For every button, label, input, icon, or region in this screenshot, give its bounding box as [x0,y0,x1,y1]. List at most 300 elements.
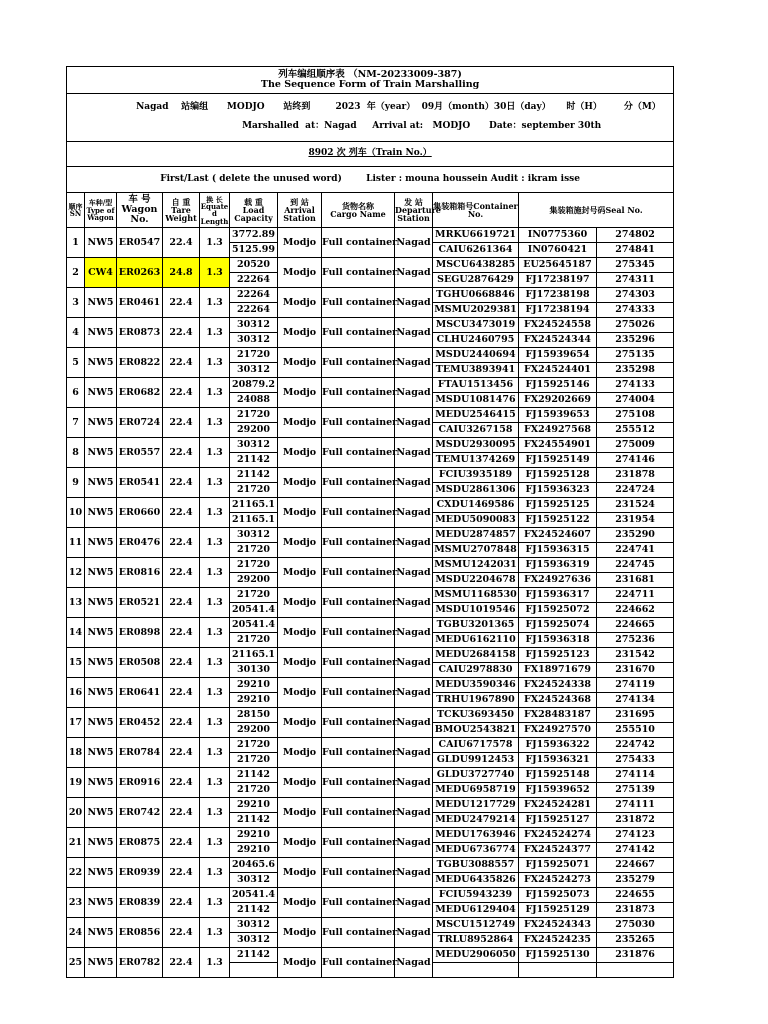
row-load: 30312 [230,933,278,948]
row-seal-2: 224741 [597,543,674,558]
row-arrival: Modjo [278,738,322,768]
row-wagon-no: ER0916 [117,768,163,798]
row-arrival: Modjo [278,468,322,498]
row-arrival: Modjo [278,768,322,798]
row-load: 29210 [230,678,278,693]
row-length: 1.3 [200,288,230,318]
row-cargo: Full container [322,468,395,498]
row-seal-1: FX24524338 [519,678,597,693]
row-length: 1.3 [200,888,230,918]
row-tare: 22.4 [163,948,200,978]
table-row [67,558,674,573]
row-seal-1: FX24927636 [519,573,597,588]
title-cn: 列车编组顺序表 [278,69,345,81]
row-cargo: Full container [322,948,395,978]
row-length: 1.3 [200,558,230,588]
row-departure: Nagad [395,438,433,468]
row-cargo: Full container [322,288,395,318]
row-seal-2: 224742 [597,738,674,753]
row-length: 1.3 [200,468,230,498]
row-seal-1: FX24524343 [519,918,597,933]
row-sn: 12 [67,558,85,588]
row-cargo: Full container [322,348,395,378]
row-wagon-type: NW5 [85,378,117,408]
row-departure: Nagad [395,858,433,888]
row-seal-2: 231876 [597,948,674,963]
table-row [67,438,674,453]
row-departure: Nagad [395,288,433,318]
row-container: MSDU2861306 [433,483,519,498]
row-seal-2: 274333 [597,303,674,318]
row-arrival: Modjo [278,258,322,288]
row-seal-1: FJ17238194 [519,303,597,318]
row-wagon-type: CW4 [85,258,117,288]
col-wagon-no: 车 号 Wagon No. [117,193,163,228]
row-cargo: Full container [322,378,395,408]
table-row [67,678,674,693]
row-sn: 18 [67,738,85,768]
row-seal-1: FJ15925073 [519,888,597,903]
row-container: MEDU1763946 [433,828,519,843]
row-sn: 19 [67,768,85,798]
row-tare: 22.4 [163,738,200,768]
row-wagon-no: ER0742 [117,798,163,828]
row-load [230,963,278,978]
row-seal-2: 231681 [597,573,674,588]
row-cargo: Full container [322,408,395,438]
row-container: MSDU1019546 [433,603,519,618]
train-number-row [67,142,674,167]
row-seal-2: 224655 [597,888,674,903]
row-tare: 22.4 [163,288,200,318]
row-container: FCIU5943239 [433,888,519,903]
row-seal-2: 235298 [597,363,674,378]
row-arrival: Modjo [278,678,322,708]
row-load: 29210 [230,843,278,858]
row-container: MEDU3590346 [433,678,519,693]
row-container: MEDU2906050 [433,948,519,963]
row-container: MSMU1242031 [433,558,519,573]
row-length: 1.3 [200,588,230,618]
col-arrival: 到 站 Arrival Station [278,193,322,228]
row-departure: Nagad [395,528,433,558]
col-load: 载 重 Load Capacity [230,193,278,228]
marshal-line-2: Marshalled at：Nagad Arrival at: MODJO Date：september 30th [242,121,602,132]
row-container: GLDU9912453 [433,753,519,768]
row-wagon-no: ER0641 [117,678,163,708]
row-seal-1: FJ15936323 [519,483,597,498]
row-wagon-no: ER0508 [117,648,163,678]
row-container: CAIU2978830 [433,663,519,678]
row-arrival: Modjo [278,858,322,888]
row-length: 1.3 [200,528,230,558]
table-row [67,408,674,423]
row-wagon-no: ER0839 [117,888,163,918]
row-length: 1.3 [200,918,230,948]
row-departure: Nagad [395,648,433,678]
row-container [433,963,519,978]
row-seal-1: FJ15925123 [519,648,597,663]
row-seal-2: 231695 [597,708,674,723]
row-load: 30312 [230,363,278,378]
row-container: TGBU3088557 [433,858,519,873]
row-seal-1: FJ15939653 [519,408,597,423]
row-container: TGHU0668846 [433,288,519,303]
row-tare: 22.4 [163,588,200,618]
row-length: 1.3 [200,408,230,438]
row-load: 24088 [230,393,278,408]
row-departure: Nagad [395,678,433,708]
row-cargo: Full container [322,738,395,768]
row-departure: Nagad [395,948,433,978]
col-tare: 自 重 Tare Weight [163,193,200,228]
row-load: 30130 [230,663,278,678]
row-seal-1: FX24524274 [519,828,597,843]
row-seal-2: 275108 [597,408,674,423]
row-wagon-type: NW5 [85,678,117,708]
row-container: MEDU6162110 [433,633,519,648]
row-sn: 6 [67,378,85,408]
table-row [67,378,674,393]
row-load: 29210 [230,693,278,708]
row-tare: 22.4 [163,408,200,438]
row-seal-1: FJ15936319 [519,558,597,573]
row-wagon-type: NW5 [85,528,117,558]
title-code: （NM-20233009-387) [348,69,462,81]
row-wagon-no: ER0898 [117,618,163,648]
row-seal-2: 231872 [597,813,674,828]
row-length: 1.3 [200,378,230,408]
row-tare: 22.4 [163,828,200,858]
row-length: 1.3 [200,738,230,768]
row-wagon-type: NW5 [85,648,117,678]
row-cargo: Full container [322,318,395,348]
row-container: MSMU2029381 [433,303,519,318]
row-seal-2: 274004 [597,393,674,408]
row-wagon-no: ER0939 [117,858,163,888]
row-departure: Nagad [395,348,433,378]
row-departure: Nagad [395,558,433,588]
table-row [67,228,674,243]
row-departure: Nagad [395,468,433,498]
row-seal-1: FJ15925127 [519,813,597,828]
row-seal-2: 274111 [597,798,674,813]
row-wagon-no: ER0660 [117,498,163,528]
row-container: MSMU2707848 [433,543,519,558]
row-seal-1: FJ15939654 [519,348,597,363]
row-arrival: Modjo [278,438,322,468]
row-seal-2: 235279 [597,873,674,888]
row-wagon-type: NW5 [85,558,117,588]
row-cargo: Full container [322,678,395,708]
row-load: 21720 [230,588,278,603]
row-wagon-type: NW5 [85,228,117,258]
table-row [67,858,674,873]
row-seal-2: 224667 [597,858,674,873]
row-arrival: Modjo [278,228,322,258]
row-load: 28150 [230,708,278,723]
table-row [67,768,674,783]
row-wagon-no: ER0822 [117,348,163,378]
row-seal-2 [597,963,674,978]
row-arrival: Modjo [278,948,322,978]
row-sn: 15 [67,648,85,678]
row-container: TEMU1374269 [433,453,519,468]
row-seal-1: FX24524607 [519,528,597,543]
row-departure: Nagad [395,738,433,768]
row-seal-2: 275139 [597,783,674,798]
row-load: 29200 [230,423,278,438]
row-arrival: Modjo [278,888,322,918]
row-arrival: Modjo [278,528,322,558]
row-wagon-type: NW5 [85,738,117,768]
row-seal-2: 274142 [597,843,674,858]
row-wagon-type: NW5 [85,438,117,468]
row-seal-1 [519,963,597,978]
row-wagon-no: ER0263 [117,258,163,288]
row-seal-2: 274114 [597,768,674,783]
row-container: MSCU1512749 [433,918,519,933]
row-seal-2: 275433 [597,753,674,768]
first-last-note: First/Last ( delete the unused word) [160,173,342,184]
row-arrival: Modjo [278,648,322,678]
row-sn: 16 [67,678,85,708]
row-departure: Nagad [395,708,433,738]
row-wagon-type: NW5 [85,348,117,378]
row-sn: 21 [67,828,85,858]
row-load: 21142 [230,948,278,963]
row-arrival: Modjo [278,318,322,348]
row-sn: 10 [67,498,85,528]
row-departure: Nagad [395,228,433,258]
row-departure: Nagad [395,798,433,828]
row-load: 21720 [230,543,278,558]
table-row [67,708,674,723]
row-wagon-no: ER0557 [117,438,163,468]
row-departure: Nagad [395,618,433,648]
row-seal-2: 275009 [597,438,674,453]
row-wagon-no: ER0521 [117,588,163,618]
row-wagon-no: ER0547 [117,228,163,258]
row-container: MEDU2874857 [433,528,519,543]
row-wagon-type: NW5 [85,588,117,618]
table-row [67,288,674,303]
row-container: GLDU3727740 [433,768,519,783]
row-cargo: Full container [322,258,395,288]
row-load: 29200 [230,723,278,738]
row-container: MEDU6958719 [433,783,519,798]
row-arrival: Modjo [278,798,322,828]
row-cargo: Full container [322,228,395,258]
column-header-row [67,193,674,228]
row-sn: 4 [67,318,85,348]
row-container: MRKU6619721 [433,228,519,243]
row-departure: Nagad [395,408,433,438]
row-sn: 23 [67,888,85,918]
row-seal-2: 275026 [597,318,674,333]
row-seal-2: 231878 [597,468,674,483]
row-container: TEMU3893941 [433,363,519,378]
row-departure: Nagad [395,918,433,948]
row-tare: 22.4 [163,768,200,798]
row-seal-1: FX24524344 [519,333,597,348]
row-tare: 22.4 [163,678,200,708]
row-load: 21165.1 [230,513,278,528]
table-row [67,888,674,903]
row-wagon-type: NW5 [85,888,117,918]
row-sn: 11 [67,528,85,558]
row-departure: Nagad [395,588,433,618]
row-seal-1: FJ15925148 [519,768,597,783]
row-seal-2: 231873 [597,903,674,918]
row-tare: 22.4 [163,468,200,498]
row-container: TCKU3693450 [433,708,519,723]
row-container: MSMU1168530 [433,588,519,603]
row-container: CLHU2460795 [433,333,519,348]
train-number: 8902 次 列车（Train No.） [308,148,432,159]
row-wagon-no: ER0873 [117,318,163,348]
row-container: MEDU2546415 [433,408,519,423]
row-cargo: Full container [322,708,395,738]
row-cargo: Full container [322,498,395,528]
row-load: 20465.6 [230,858,278,873]
row-tare: 22.4 [163,348,200,378]
table-row [67,798,674,813]
row-seal-2: 275135 [597,348,674,363]
row-seal-1: FX24524235 [519,933,597,948]
row-load: 21720 [230,348,278,363]
row-tare: 22.4 [163,318,200,348]
table-row [67,828,674,843]
row-arrival: Modjo [278,378,322,408]
row-sn: 13 [67,588,85,618]
row-sn: 24 [67,918,85,948]
row-arrival: Modjo [278,708,322,738]
row-container: MSCU6438285 [433,258,519,273]
row-seal-1: FX24927568 [519,423,597,438]
table-row [67,498,674,513]
row-length: 1.3 [200,798,230,828]
row-container: TGBU3201365 [433,618,519,633]
row-load: 21142 [230,453,278,468]
row-seal-2: 235290 [597,528,674,543]
row-wagon-type: NW5 [85,948,117,978]
row-load: 29210 [230,798,278,813]
row-seal-2: 274133 [597,378,674,393]
row-length: 1.3 [200,498,230,528]
title-en: The Sequence Form of Train Marshalling [260,79,480,90]
row-cargo: Full container [322,618,395,648]
row-tare: 22.4 [163,708,200,738]
row-seal-1: FJ15925130 [519,948,597,963]
row-container: MSDU1081476 [433,393,519,408]
train-marshalling-table [66,66,674,978]
row-arrival: Modjo [278,828,322,858]
row-cargo: Full container [322,438,395,468]
row-arrival: Modjo [278,288,322,318]
row-load: 5125.99 [230,243,278,258]
row-load: 20879.2 [230,378,278,393]
row-departure: Nagad [395,378,433,408]
row-seal-1: FX24524273 [519,873,597,888]
row-load: 21720 [230,738,278,753]
row-seal-1: FJ15925129 [519,903,597,918]
row-seal-2: 224745 [597,558,674,573]
row-load: 21720 [230,558,278,573]
row-seal-1: FX29202669 [519,393,597,408]
table-row [67,318,674,333]
lister-audit: Lister : mouna houssein Audit : ikram isse [366,173,580,184]
row-container: CAIU3267158 [433,423,519,438]
row-seal-1: IN0775360 [519,228,597,243]
row-seal-2: 231954 [597,513,674,528]
row-arrival: Modjo [278,408,322,438]
row-tare: 22.4 [163,618,200,648]
row-seal-1: FJ15925071 [519,858,597,873]
row-container: MSDU2204678 [433,573,519,588]
row-wagon-type: NW5 [85,918,117,948]
row-wagon-no: ER0541 [117,468,163,498]
row-load: 21142 [230,903,278,918]
row-wagon-no: ER0856 [117,918,163,948]
row-seal-1: FJ17238197 [519,273,597,288]
row-wagon-type: NW5 [85,828,117,858]
marshal-info [67,94,674,142]
row-seal-2: 255510 [597,723,674,738]
row-wagon-type: NW5 [85,858,117,888]
row-length: 1.3 [200,258,230,288]
row-seal-2: 224711 [597,588,674,603]
row-arrival: Modjo [278,348,322,378]
col-sn: 顺序 SN [67,193,85,228]
col-cargo: 货物名称 Cargo Name [322,193,395,228]
row-load: 30312 [230,318,278,333]
row-seal-1: FX24927570 [519,723,597,738]
row-seal-2: 275030 [597,918,674,933]
row-load: 21165.1 [230,498,278,513]
row-load: 20541.4 [230,888,278,903]
row-length: 1.3 [200,318,230,348]
marshal-line-1: Nagad 站编组 MODJO 站终到 2023 年（year） 09月（month）30日（day） 时（H） 分（M） [136,102,661,113]
table-row [67,258,674,273]
row-tare: 22.4 [163,378,200,408]
row-load: 21720 [230,483,278,498]
row-container: MEDU6129404 [433,903,519,918]
row-sn: 25 [67,948,85,978]
row-cargo: Full container [322,528,395,558]
row-seal-1: FJ15925149 [519,453,597,468]
row-container: MEDU5090083 [433,513,519,528]
row-container: BMOU2543821 [433,723,519,738]
row-seal-1: FJ15936315 [519,543,597,558]
row-seal-1: FJ15936318 [519,633,597,648]
row-seal-1: FX24524558 [519,318,597,333]
row-container: MSDU2440694 [433,348,519,363]
row-load: 30312 [230,918,278,933]
row-arrival: Modjo [278,498,322,528]
row-load: 22264 [230,273,278,288]
row-seal-2: 255512 [597,423,674,438]
row-seal-1: FJ15936317 [519,588,597,603]
row-tare: 22.4 [163,918,200,948]
table-row [67,528,674,543]
row-cargo: Full container [322,648,395,678]
row-load: 21142 [230,468,278,483]
row-departure: Nagad [395,888,433,918]
row-load: 21142 [230,768,278,783]
row-container: MEDU2479214 [433,813,519,828]
row-tare: 24.8 [163,258,200,288]
